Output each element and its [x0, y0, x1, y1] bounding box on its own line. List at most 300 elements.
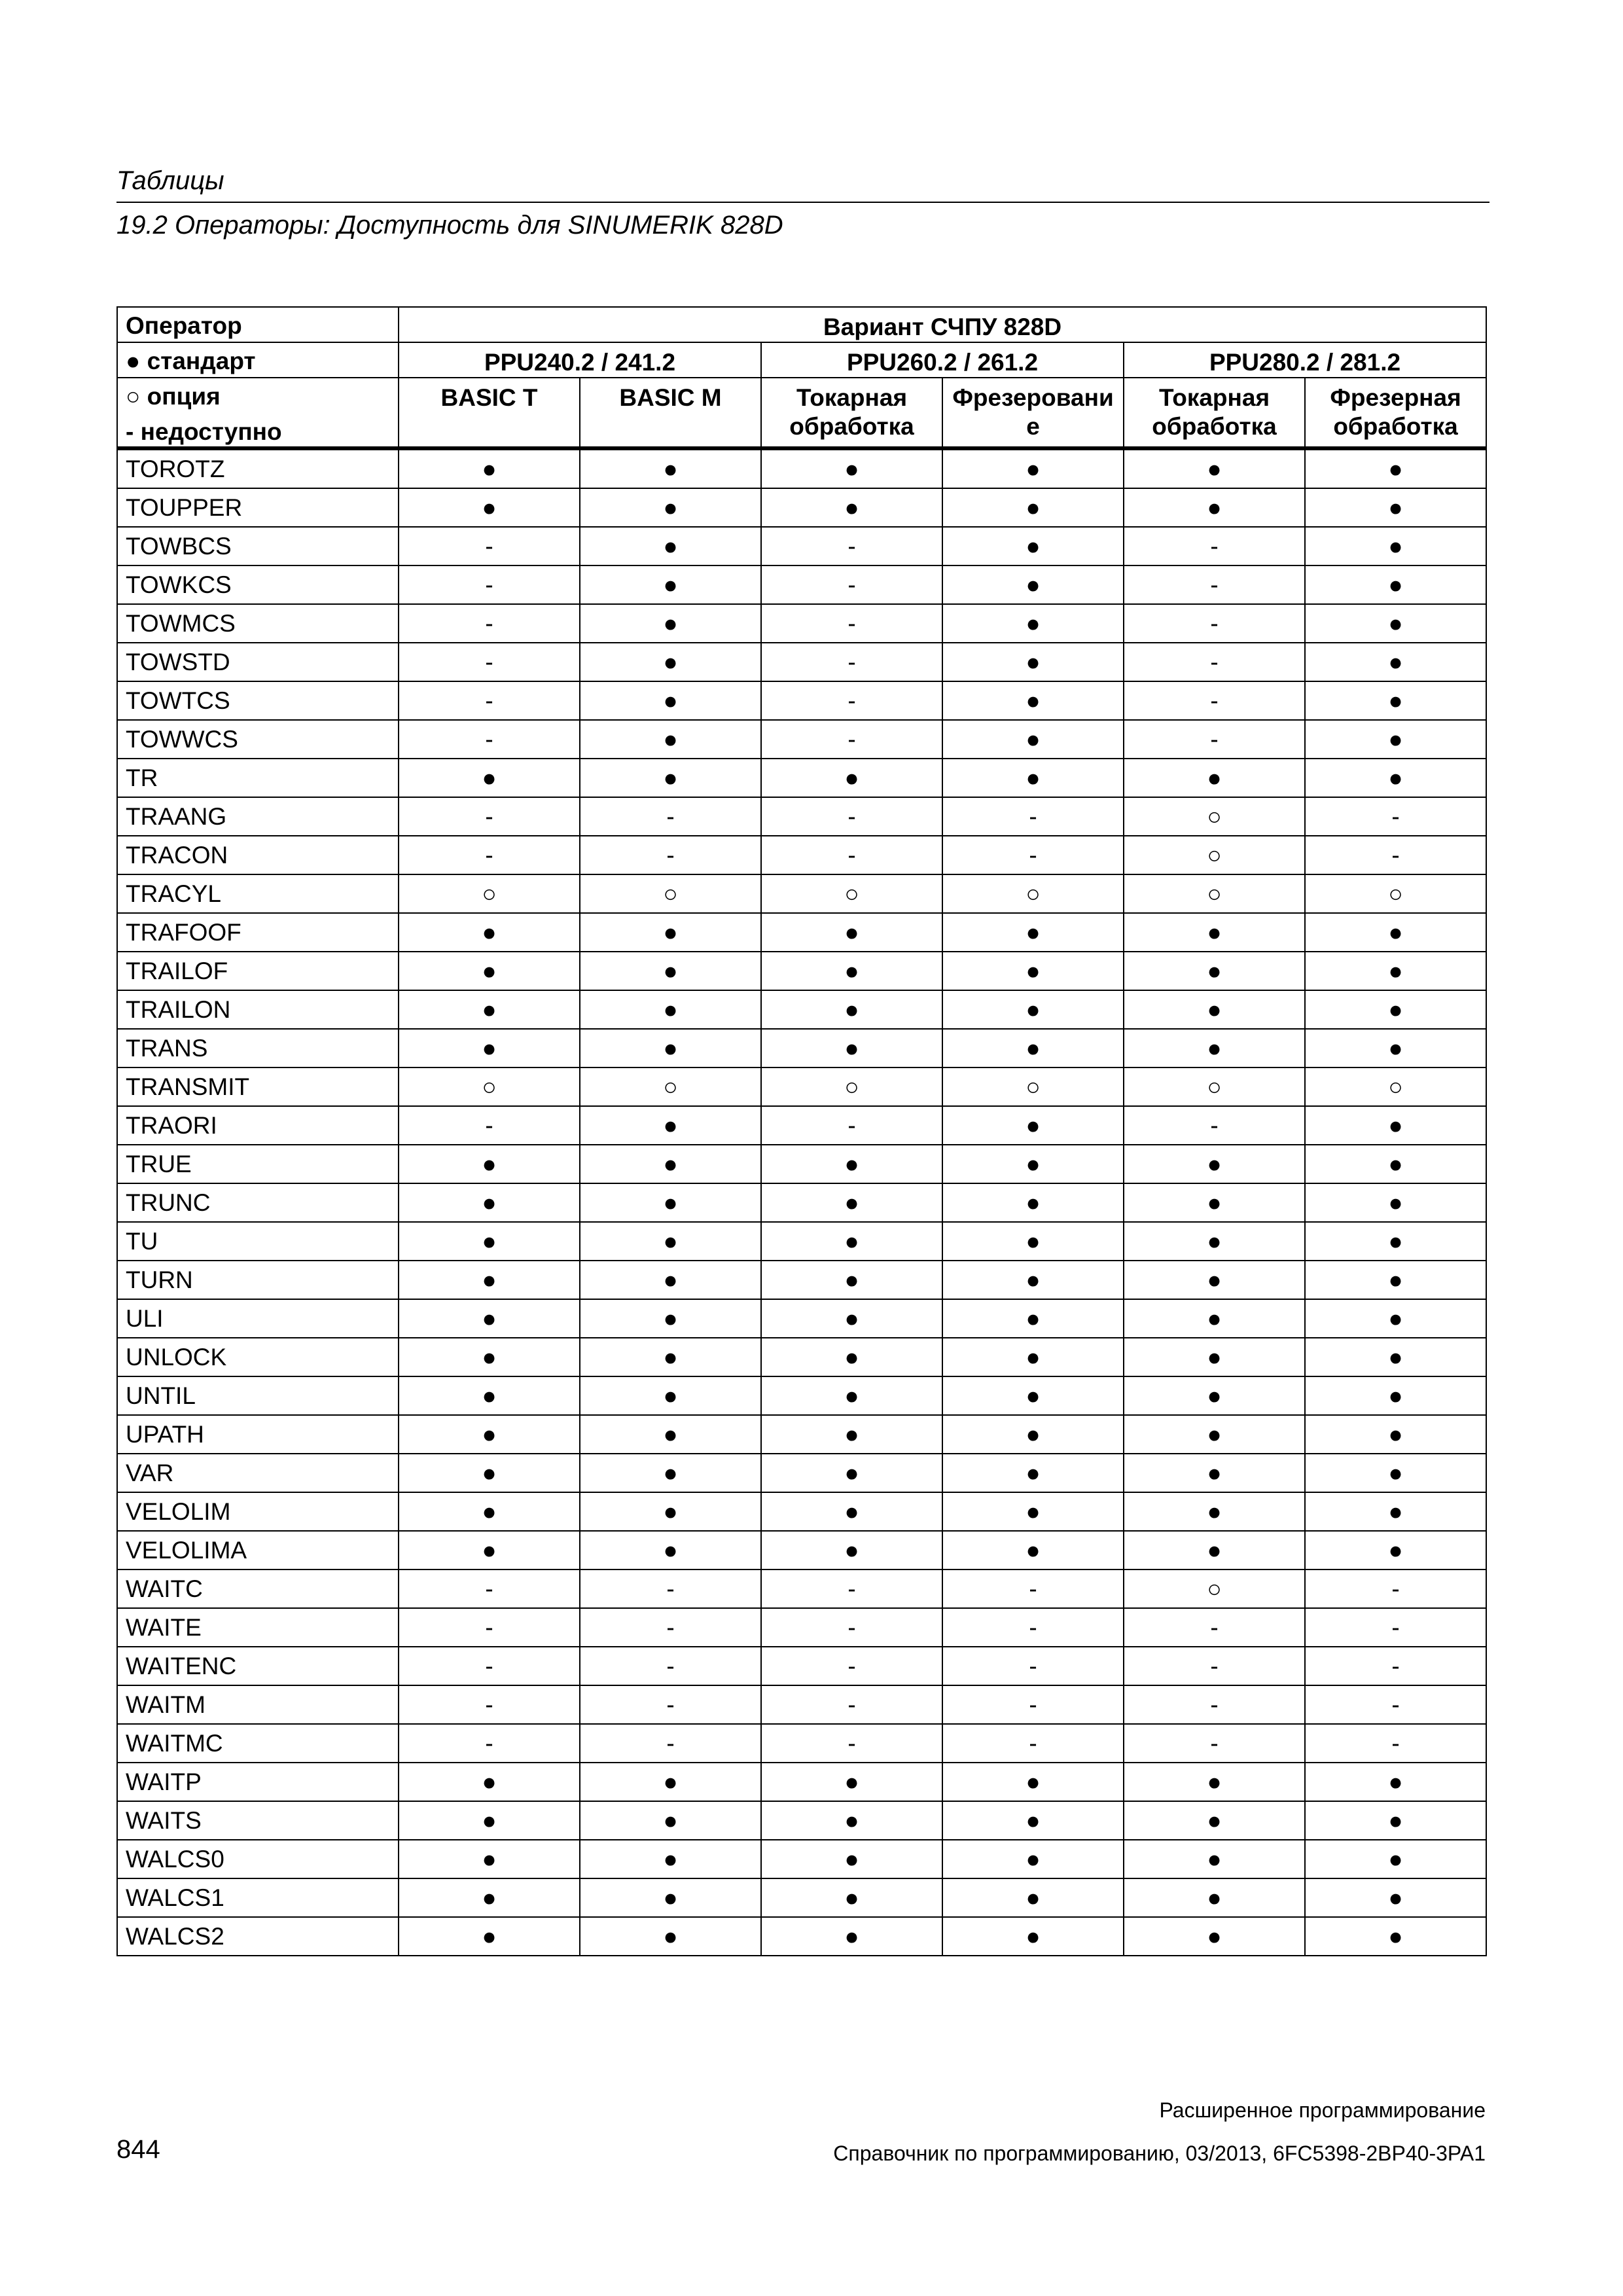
availability-cell: ●	[761, 1801, 942, 1840]
availability-cell: -	[761, 681, 942, 720]
availability-cell: ●	[761, 1145, 942, 1183]
availability-cell: ●	[580, 1299, 761, 1338]
availability-cell: -	[399, 681, 580, 720]
availability-cell: -	[1124, 604, 1305, 643]
availability-cell: ●	[1305, 681, 1486, 720]
table-row	[117, 1878, 1486, 1917]
availability-cell: ●	[761, 1338, 942, 1376]
availability-cell: ○	[580, 874, 761, 913]
availability-cell: ●	[761, 448, 942, 488]
availability-cell: ●	[942, 1183, 1124, 1222]
availability-cell: ●	[1124, 1415, 1305, 1454]
availability-cell: ●	[399, 1492, 580, 1531]
availability-cell: ●	[1305, 1878, 1486, 1917]
availability-cell: ●	[399, 1801, 580, 1840]
availability-cell: ●	[399, 1299, 580, 1338]
availability-cell: ●	[1124, 1261, 1305, 1299]
operator-name: WAITP	[117, 1763, 399, 1801]
table-row	[117, 1608, 1486, 1647]
availability-cell: ○	[1305, 1067, 1486, 1106]
availability-cell: ●	[399, 1222, 580, 1261]
operator-name: TOWKCS	[117, 565, 399, 604]
availability-cell: ●	[580, 952, 761, 990]
table-row	[117, 1531, 1486, 1570]
availability-cell: -	[1305, 1608, 1486, 1647]
table-row	[117, 1222, 1486, 1261]
availability-cell: -	[761, 604, 942, 643]
availability-cell: ●	[1124, 1338, 1305, 1376]
availability-cell: ●	[1124, 1917, 1305, 1956]
availability-cell: -	[761, 1608, 942, 1647]
table-row	[117, 1299, 1486, 1338]
availability-cell: ●	[942, 720, 1124, 759]
availability-cell: -	[399, 643, 580, 681]
availability-cell: ●	[942, 488, 1124, 527]
availability-cell: -	[1124, 1685, 1305, 1724]
availability-cell: ●	[942, 527, 1124, 565]
operator-name: TURN	[117, 1261, 399, 1299]
subcol-turning-260: Токарная обработка	[761, 378, 942, 448]
availability-cell: ●	[580, 1763, 761, 1801]
availability-cell: ●	[761, 913, 942, 952]
operator-name: WAITENC	[117, 1647, 399, 1685]
table-row	[117, 1376, 1486, 1415]
availability-cell: ●	[942, 643, 1124, 681]
availability-cell: -	[399, 797, 580, 836]
availability-cell: ●	[942, 1029, 1124, 1067]
availability-cell: -	[1124, 643, 1305, 681]
availability-cell: -	[580, 836, 761, 874]
availability-cell: ●	[399, 1338, 580, 1376]
availability-cell: ●	[1305, 759, 1486, 797]
page-header	[116, 165, 1489, 241]
availability-cell: ●	[1124, 1840, 1305, 1878]
availability-cell: -	[761, 1724, 942, 1763]
availability-cell: ●	[942, 990, 1124, 1029]
availability-cell: ●	[399, 1376, 580, 1415]
table-row	[117, 1685, 1486, 1724]
availability-cell: ●	[1124, 1183, 1305, 1222]
operator-name: TOROTZ	[117, 448, 399, 488]
availability-cell: -	[399, 1724, 580, 1763]
availability-cell: ●	[580, 1261, 761, 1299]
availability-cell: ●	[1305, 565, 1486, 604]
table-row	[117, 1840, 1486, 1878]
operator-name: WALCS1	[117, 1878, 399, 1917]
group-header-ppu260: PPU260.2 / 261.2	[761, 342, 1124, 378]
availability-cell: -	[761, 527, 942, 565]
availability-cell: ●	[580, 1183, 761, 1222]
table-row	[117, 874, 1486, 913]
availability-cell: ●	[761, 1878, 942, 1917]
table-row	[117, 759, 1486, 797]
operator-name: TRANS	[117, 1029, 399, 1067]
availability-cell: ○	[942, 874, 1124, 913]
availability-cell: ●	[399, 1531, 580, 1570]
availability-cell: -	[399, 1106, 580, 1145]
availability-cell: -	[761, 836, 942, 874]
availability-cell: ●	[1305, 720, 1486, 759]
availability-cell: ●	[1124, 1454, 1305, 1492]
operator-column-header: Оператор	[117, 307, 399, 342]
group-header-ppu280: PPU280.2 / 281.2	[1124, 342, 1486, 378]
availability-cell: ●	[1305, 1376, 1486, 1415]
operator-name: VELOLIMA	[117, 1531, 399, 1570]
table-row	[117, 1570, 1486, 1608]
availability-cell: ●	[1305, 1106, 1486, 1145]
availability-cell: ●	[1305, 952, 1486, 990]
availability-cell: -	[399, 565, 580, 604]
availability-cell: ●	[580, 990, 761, 1029]
availability-cell: ●	[399, 1145, 580, 1183]
availability-cell: ●	[580, 1878, 761, 1917]
footer-reference: Справочник по программированию, 03/2013, 6FC5398-2BP40-3PA1	[833, 2142, 1486, 2165]
availability-cell: -	[1305, 1685, 1486, 1724]
availability-cell: ○	[399, 1067, 580, 1106]
availability-cell: ●	[580, 643, 761, 681]
operator-name: WAITM	[117, 1685, 399, 1724]
table-row	[117, 952, 1486, 990]
availability-cell: -	[399, 1570, 580, 1608]
table-row	[117, 1647, 1486, 1685]
availability-cell: ●	[942, 1492, 1124, 1531]
operator-name: TR	[117, 759, 399, 797]
availability-cell: ●	[580, 1840, 761, 1878]
table-row	[117, 565, 1486, 604]
table-row	[117, 1261, 1486, 1299]
subcol-milling-260: Фрезеровани е	[942, 378, 1124, 448]
availability-cell: ●	[1305, 1145, 1486, 1183]
section-title: Таблицы	[116, 166, 224, 195]
availability-cell: ●	[942, 681, 1124, 720]
availability-cell: ●	[1305, 1338, 1486, 1376]
availability-cell: ●	[580, 1917, 761, 1956]
availability-cell: -	[580, 1608, 761, 1647]
availability-cell: ●	[580, 1492, 761, 1531]
table-row	[117, 1029, 1486, 1067]
availability-cell: ○	[1305, 874, 1486, 913]
operator-name: TOWMCS	[117, 604, 399, 643]
availability-cell: ●	[580, 1106, 761, 1145]
table-row	[117, 643, 1486, 681]
table-row	[117, 1415, 1486, 1454]
availability-cell: -	[1124, 720, 1305, 759]
availability-cell: ●	[942, 1801, 1124, 1840]
page-number: 844	[116, 2135, 160, 2164]
operator-name: TRAFOOF	[117, 913, 399, 952]
availability-cell: ●	[399, 952, 580, 990]
table-row	[117, 604, 1486, 643]
table-row	[117, 1067, 1486, 1106]
header-rule	[116, 202, 1489, 203]
operator-name: WALCS2	[117, 1917, 399, 1956]
availability-cell: ●	[1305, 990, 1486, 1029]
availability-cell: ●	[580, 913, 761, 952]
availability-cell: -	[580, 1685, 761, 1724]
availability-cell: ●	[399, 913, 580, 952]
availability-cell: ●	[942, 1878, 1124, 1917]
availability-cell: -	[942, 1685, 1124, 1724]
availability-cell: -	[761, 797, 942, 836]
availability-cell: ●	[1305, 1454, 1486, 1492]
availability-cell: ●	[1124, 488, 1305, 527]
availability-cell: ○	[1124, 1067, 1305, 1106]
subcol-milling-280: Фрезерная обработка	[1305, 378, 1486, 448]
availability-cell: -	[399, 1647, 580, 1685]
operator-name: TRAILOF	[117, 952, 399, 990]
operator-name: WALCS0	[117, 1840, 399, 1878]
operator-name: TRANSMIT	[117, 1067, 399, 1106]
availability-cell: -	[761, 720, 942, 759]
availability-cell: ●	[399, 1763, 580, 1801]
availability-cell: ○	[761, 1067, 942, 1106]
availability-cell: -	[1305, 1724, 1486, 1763]
availability-cell: ●	[1305, 1492, 1486, 1531]
operator-name: TOWTCS	[117, 681, 399, 720]
table-row	[117, 1801, 1486, 1840]
availability-cell: ●	[942, 1106, 1124, 1145]
availability-cell: ●	[580, 565, 761, 604]
availability-cell: -	[580, 797, 761, 836]
subcol-basic-t: BASIC T	[399, 378, 580, 448]
operator-name: TRUE	[117, 1145, 399, 1183]
availability-cell: ●	[1305, 1840, 1486, 1878]
availability-cell: ●	[761, 1531, 942, 1570]
operator-name: TRAILON	[117, 990, 399, 1029]
availability-cell: ●	[580, 1531, 761, 1570]
availability-cell: -	[942, 1608, 1124, 1647]
operator-name: TOWWCS	[117, 720, 399, 759]
availability-cell: ●	[1305, 1917, 1486, 1956]
availability-cell: ●	[580, 1222, 761, 1261]
availability-cell: ●	[761, 488, 942, 527]
table-row	[117, 797, 1486, 836]
table-row	[117, 913, 1486, 952]
operator-name: TOUPPER	[117, 488, 399, 527]
availability-cell: ●	[399, 448, 580, 488]
availability-cell: ○	[1124, 836, 1305, 874]
section-subtitle: 19.2 Операторы: Доступность для SINUMERIK 828D	[116, 211, 783, 240]
availability-cell: ○	[399, 874, 580, 913]
availability-cell: -	[942, 797, 1124, 836]
availability-cell: -	[942, 1724, 1124, 1763]
availability-cell: -	[1124, 1608, 1305, 1647]
table-row	[117, 488, 1486, 527]
operator-name: WAITMC	[117, 1724, 399, 1763]
availability-cell: ●	[1124, 1763, 1305, 1801]
availability-cell: ●	[1305, 643, 1486, 681]
availability-cell: -	[399, 720, 580, 759]
table-row	[117, 720, 1486, 759]
availability-cell: -	[580, 1647, 761, 1685]
availability-cell: -	[1124, 565, 1305, 604]
table-row	[117, 1106, 1486, 1145]
availability-cell: ●	[399, 1261, 580, 1299]
availability-cell: -	[942, 836, 1124, 874]
availability-cell: ●	[761, 1454, 942, 1492]
availability-cell: ●	[761, 1492, 942, 1531]
operator-name: TRAORI	[117, 1106, 399, 1145]
availability-cell: -	[1305, 797, 1486, 836]
availability-cell: ●	[942, 1531, 1124, 1570]
table-row	[117, 1763, 1486, 1801]
availability-cell: ●	[1124, 1222, 1305, 1261]
table-row	[117, 1492, 1486, 1531]
availability-cell: -	[1124, 1647, 1305, 1685]
availability-cell: -	[761, 1570, 942, 1608]
availability-cell: -	[1124, 527, 1305, 565]
availability-cell: ●	[399, 1878, 580, 1917]
availability-cell: ●	[761, 759, 942, 797]
availability-cell: -	[761, 565, 942, 604]
availability-cell: ●	[942, 913, 1124, 952]
availability-cell: -	[761, 643, 942, 681]
availability-cell: ●	[1124, 1878, 1305, 1917]
availability-cell: ●	[399, 1917, 580, 1956]
availability-cell: ●	[942, 1917, 1124, 1956]
availability-cell: -	[580, 1570, 761, 1608]
availability-cell: ●	[399, 488, 580, 527]
operator-name: VELOLIM	[117, 1492, 399, 1531]
operator-name: TRAANG	[117, 797, 399, 836]
availability-cell: ●	[580, 1415, 761, 1454]
availability-cell: -	[399, 836, 580, 874]
availability-cell: -	[580, 1724, 761, 1763]
availability-cell: ●	[942, 1376, 1124, 1415]
availability-cell: ●	[761, 990, 942, 1029]
availability-cell: ●	[1305, 448, 1486, 488]
availability-cell: -	[1305, 1647, 1486, 1685]
availability-cell: -	[761, 1647, 942, 1685]
table-row	[117, 1917, 1486, 1956]
table-row	[117, 527, 1486, 565]
legend-standard: ● стандарт	[117, 342, 399, 378]
table-row	[117, 1183, 1486, 1222]
variant-header: Вариант СЧПУ 828D	[399, 307, 1486, 342]
availability-cell: -	[942, 1647, 1124, 1685]
operator-name: UPATH	[117, 1415, 399, 1454]
availability-cell: ●	[761, 1183, 942, 1222]
availability-cell: -	[761, 1685, 942, 1724]
availability-cell: ●	[942, 1454, 1124, 1492]
availability-cell: ●	[1124, 1801, 1305, 1840]
availability-cell: ●	[761, 1917, 942, 1956]
legend-unavailable: - недоступно	[126, 418, 282, 445]
availability-cell: -	[1124, 681, 1305, 720]
availability-cell: ●	[1124, 1299, 1305, 1338]
availability-cell: ●	[761, 1415, 942, 1454]
availability-cell: ●	[761, 1376, 942, 1415]
availability-cell: ●	[1124, 448, 1305, 488]
availability-cell: ●	[580, 1029, 761, 1067]
availability-cell: ●	[1124, 990, 1305, 1029]
operators-table-body	[117, 448, 1486, 1956]
availability-cell: ●	[580, 1801, 761, 1840]
subcol-turning-280: Токарная обработка	[1124, 378, 1305, 448]
availability-cell: ●	[1305, 1029, 1486, 1067]
availability-cell: -	[1124, 1106, 1305, 1145]
availability-cell: ●	[399, 1029, 580, 1067]
availability-cell: ●	[761, 1261, 942, 1299]
availability-cell: ●	[1305, 1763, 1486, 1801]
availability-cell: ●	[942, 1338, 1124, 1376]
availability-cell: ●	[580, 681, 761, 720]
availability-cell: ●	[942, 1222, 1124, 1261]
availability-cell: ○	[761, 874, 942, 913]
operator-name: WAITS	[117, 1801, 399, 1840]
availability-cell: ●	[580, 1376, 761, 1415]
legend-option: ○ опция	[126, 383, 221, 410]
availability-cell: ●	[580, 448, 761, 488]
availability-cell: ○	[1124, 874, 1305, 913]
availability-cell: ●	[942, 1415, 1124, 1454]
availability-cell: ●	[580, 1454, 761, 1492]
availability-cell: ●	[580, 1338, 761, 1376]
availability-cell: ●	[761, 1029, 942, 1067]
table-row	[117, 1454, 1486, 1492]
availability-cell: ●	[942, 1840, 1124, 1878]
operator-name: TOWSTD	[117, 643, 399, 681]
availability-cell: ●	[399, 1454, 580, 1492]
availability-cell: ●	[399, 759, 580, 797]
operator-name: TOWBCS	[117, 527, 399, 565]
table-row	[117, 836, 1486, 874]
availability-cell: ○	[1124, 1570, 1305, 1608]
availability-cell: ●	[761, 1222, 942, 1261]
operators-table	[116, 306, 1487, 1956]
availability-cell: ●	[1305, 488, 1486, 527]
availability-cell: -	[1305, 1570, 1486, 1608]
operator-name: TRUNC	[117, 1183, 399, 1222]
availability-cell: ●	[1124, 952, 1305, 990]
availability-cell: ●	[1305, 1415, 1486, 1454]
operator-name: WAITC	[117, 1570, 399, 1608]
availability-cell: ○	[942, 1067, 1124, 1106]
availability-cell: ●	[942, 1763, 1124, 1801]
availability-cell: ●	[942, 1261, 1124, 1299]
availability-cell: ●	[1124, 913, 1305, 952]
availability-cell: -	[399, 527, 580, 565]
availability-cell: ●	[942, 759, 1124, 797]
table-row	[117, 1145, 1486, 1183]
availability-cell: ●	[399, 1415, 580, 1454]
availability-cell: ●	[399, 990, 580, 1029]
availability-cell: -	[1124, 1724, 1305, 1763]
availability-cell: ●	[942, 448, 1124, 488]
table-row	[117, 681, 1486, 720]
availability-cell: ●	[1124, 1145, 1305, 1183]
availability-cell: ●	[580, 527, 761, 565]
availability-cell: ●	[1305, 1183, 1486, 1222]
availability-cell: ●	[1305, 1801, 1486, 1840]
availability-cell: ●	[1305, 1222, 1486, 1261]
availability-cell: -	[1305, 836, 1486, 874]
availability-cell: ●	[580, 1145, 761, 1183]
operator-name: VAR	[117, 1454, 399, 1492]
table-row	[117, 448, 1486, 488]
availability-cell: -	[399, 1685, 580, 1724]
availability-cell: ●	[761, 1299, 942, 1338]
availability-cell: ●	[1305, 1531, 1486, 1570]
operator-name: ULI	[117, 1299, 399, 1338]
availability-cell: ○	[580, 1067, 761, 1106]
availability-cell: ●	[1124, 1029, 1305, 1067]
operator-name: TU	[117, 1222, 399, 1261]
operator-name: TRACON	[117, 836, 399, 874]
availability-cell: ●	[761, 1840, 942, 1878]
availability-cell: ●	[942, 1299, 1124, 1338]
availability-cell: ●	[1124, 759, 1305, 797]
